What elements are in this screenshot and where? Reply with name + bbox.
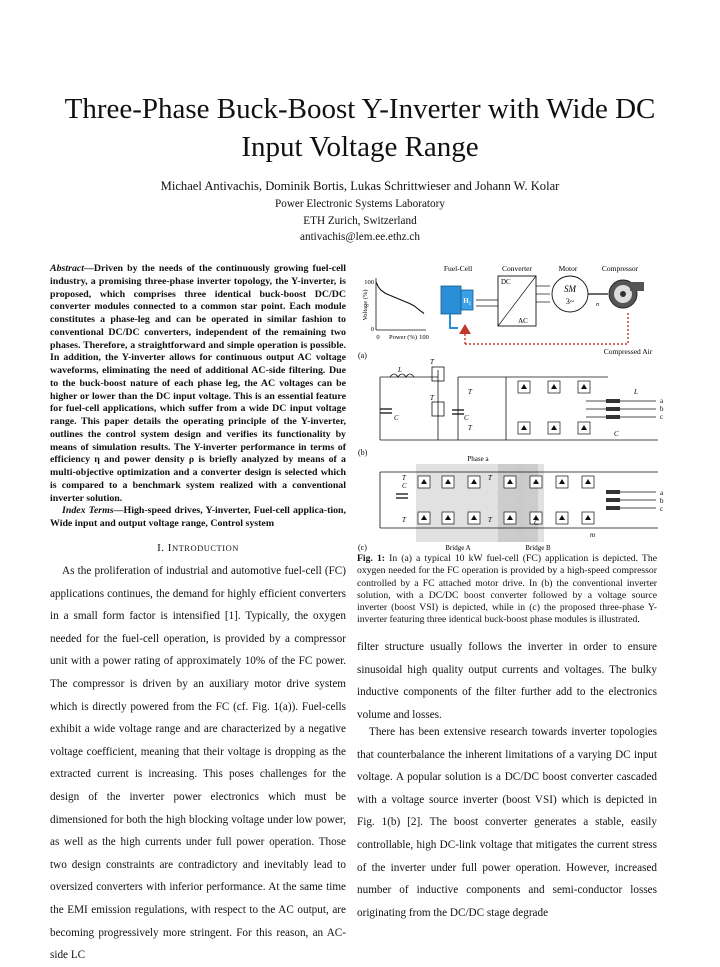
dc-link-cap-label: C [464,414,469,422]
label-fuel-cell: Fuel-Cell [443,264,473,273]
y-upper-switch-7 [582,476,594,488]
input-cap-label: C [394,414,399,422]
affiliation [40,196,680,246]
affiliation-university: ETH Zurich, Switzerland [303,214,417,227]
vsi-upper-switch-1 [518,381,530,393]
switch-label-c4: T [488,516,492,524]
dc-ac-converter-box [498,276,550,326]
bridge-a-label: Bridge A [445,544,471,552]
motor-sm-label: SM [564,284,576,294]
switch-label-b4: T [468,424,472,432]
motor-phase-label: 3~ [565,297,575,306]
vsi-upper-switch-3 [578,381,590,393]
index-terms-text: —High-speed drives, Y-inverter, Fuel-cell applica-tion, Wide input and output voltage range, Control system [50,505,347,529]
col2-paragraph-1: filter structure usually follows the inverter in order to ensure sinusoidal high quality output currents and voltages. The bulky inductive components of the filter further add to the electronics volume and losses. [357,641,657,721]
y-lower-switch-2 [442,512,454,524]
abstract-text: —Driven by the needs of the continuously growing fuel-cell industry, a promising three-phase inverter topology, the Y-inverter, is proposed, which comprises three identical buck-boost DC/DC converter modules connected to a common star point. Each module constitutes a phase-leg and can be operated in similar fashion to conventional DC/DC converters, independent of the remaining two phases. Therefore, a straightforward and simple operation is possible. In addition, the Y-inverter allows for continuous output AC voltage waveforms, eliminating the need of additional AC-side filtering. Due to the buck-boost nature of each phase leg, the AC voltages can be higher or lower than the DC input voltage. This is an essential feature for fuel-cell applications, which suffer from a wide DC input voltage range. This paper details the operating principle of the Y-inverter, outlines the control system design and verifies its functionality by means of simulation results. The Y-inverter performance in terms of efficiency η and power density ρ is briefly analyzed by means of a multi-objective optimization and a converter design is selected which is compared to a benchmark system realized with a conventional inverter solution. [50,263,346,504]
switch-label-c2: T [488,474,492,482]
plot-xmax: 100 [419,334,429,341]
label-compressor: Compressor [601,264,639,273]
inductor-label-b: L [398,366,402,374]
y-upper-switch-4 [504,476,516,488]
plot-x0: 0 [376,334,380,341]
switch-label-b2: T [430,394,434,402]
switch-label-c3: T [402,516,406,524]
converter-dc-label: DC [501,278,511,286]
section-heading [50,542,346,554]
svg-text:n: n [596,301,600,308]
y-lower-switch-3 [468,512,480,524]
abstract-label: Abstract [50,263,85,274]
panel-a-label: (a) [358,351,367,360]
caption-label: Fig. 1: [357,553,386,564]
index-terms-label: Index Terms [62,505,114,517]
star-point-label: m [590,531,596,539]
fc-voltage-plot [362,278,429,341]
section-number: I. [157,542,165,554]
vsi-upper-switch-2 [548,381,560,393]
y-upper-switch-5 [530,476,542,488]
output-c-c: c [660,505,664,513]
switch-label-b1: T [430,358,434,366]
y-upper-switch-1 [418,476,430,488]
output-c-b: c [660,413,664,421]
compressor-icon [609,280,644,308]
col2-text-1 [357,636,657,726]
affiliation-email: antivachis@lem.ee.ethz.ch [300,231,420,243]
plot-ymax: 100 [364,279,374,286]
output-a-b: a [660,397,664,405]
intro-paragraph: As the proliferation of industrial and automotive fuel-cell (FC) applications continues, the demand for highly efficient converters in a small form factor is intensified [1]. Typically, the oxygen needed for the fuel-cell operation, is provided by a compressor unit with a power rating of approximately 10% of the FC power. The compressor is driven by an auxiliary motor drive system which is directly powered from the FC (cf. Fig. 1(a)). Fuel-cells exhibit a wide voltage range and are characterized by a negative voltage coefficient, meaning that their voltage is dropping as the extracted current is increasing. This poses challenges for the design of the inverter power electronics which must be dimensioned for both the high blocking voltage under low power, as well as the high currents under full power operation. Those two design constraints are contradictory and inevitably lead to oversized converters with inferior performance. At the same time the EMI emission regulations, with respect to the AC output, are becoming progressively more stringent. For this reason, an AC-side LC [50,565,346,962]
vsi-switch-group [518,381,590,434]
abstract-paragraph [50,263,346,505]
col2-paragraph-2: There has been extensive research towards inverter topologies that counterbalance the inherent limitations of a varying DC input voltage. A popular solution is a DC/DC boost converter cascaded with a voltage source inverter (boost VSI) which is depicted in Fig. 1(b) [2]. The boost converter generates a stable, easily controllable, high DC-link voltage that mitigates the current stress of the inverter under full power operation. However, increased number of inductive components and semi-conductor losses originating from the DC/DC stage degrade [357,726,657,919]
figure-caption [357,553,657,627]
plot-xlabel: Power (%) [389,334,417,341]
switch-label-c1: T [402,474,406,482]
fc-curve-line [376,282,424,314]
svg-text:H₂: H₂ [463,297,471,305]
paper-title: Three-Phase Buck-Boost Y-Inverter with Wide DC Input Voltage Range [64,93,656,163]
figure-1 [358,262,673,552]
abstract [50,263,346,531]
output-b-b: b [660,405,664,413]
output-b-c: b [660,497,664,505]
fuel-cell-stack-icon [441,286,498,328]
col2-text-2 [357,721,657,924]
section-title-initial: I [167,542,172,554]
y-lower-switch-4 [504,512,516,524]
y-upper-switch-6 [556,476,568,488]
filter-cap-label-c: C [534,519,539,527]
air-flow-path [459,312,653,356]
output-a-c: a [660,489,664,497]
affiliation-lab: Power Electronic Systems Laboratory [275,198,445,210]
y-lower-switch-7 [582,512,594,524]
switch-label-b3: T [468,388,472,396]
vsi-lower-switch-1 [518,422,530,434]
panel-c-filter [606,490,656,510]
dc-cap-label-c: C [402,482,407,490]
y-lower-switch-6 [556,512,568,524]
motor-icon [552,276,608,312]
intro-text [50,560,346,967]
panel-b-filter [586,399,656,419]
filter-inductor-label-b: L [634,388,638,396]
plot-ylabel: Voltage (%) [362,289,369,321]
converter-ac-label: AC [518,317,528,325]
label-motor: Motor [558,264,578,273]
compressed-air-label: Compressed Air [603,347,653,356]
y-lower-switch-1 [418,512,430,524]
index-terms [50,505,346,531]
label-converter: Converter [502,264,532,273]
phase-a-label: Phase a [467,455,489,463]
section-title-rest: NTRODUCTION [171,543,239,553]
caption-text: In (a) a typical 10 kW fuel-cell (FC) application is depicted. The oxygen needed for the FC operation is provided by a high-speed compressor controlled by a FC attached motor drive. In (b) the conventional inverter solution, with a DC/DC boost converter followed by a voltage source inverter (boost VSI) is depicted, while in (c) the proposed three-phase Y-inverter featuring three identical buck-boost phase modules is illustrated. [357,553,657,626]
author-list: Michael Antivachis, Dominik Bortis, Lukas Schrittwieser and Johann W. Kolar [160,179,560,193]
vsi-lower-switch-3 [578,422,590,434]
y-upper-switch-2 [442,476,454,488]
plot-y0: 0 [370,326,374,333]
vsi-lower-switch-2 [548,422,560,434]
panel-b-label: (b) [358,448,368,457]
panel-c-label: (c) [358,543,367,552]
filter-cap-label-b: C [614,430,619,438]
bridge-b-label: Bridge B [525,544,551,552]
y-upper-switch-3 [468,476,480,488]
